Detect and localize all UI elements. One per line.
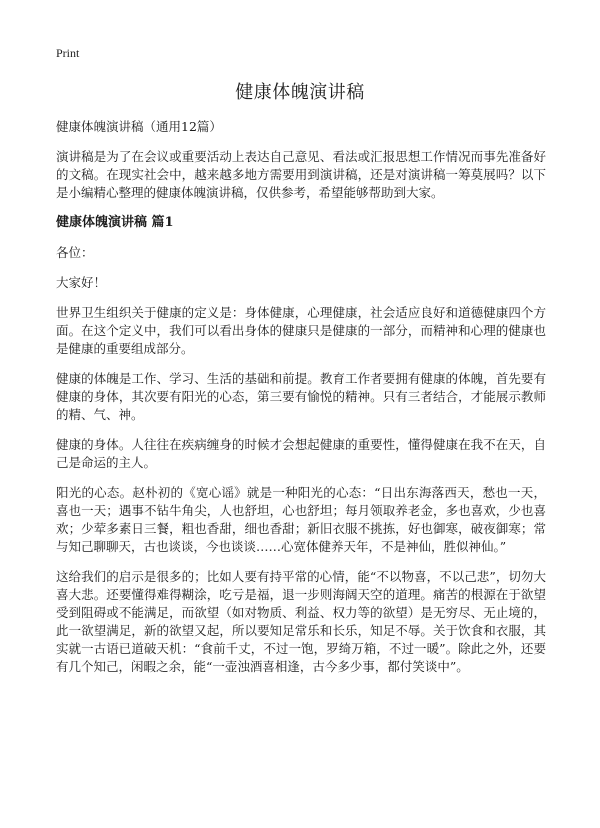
print-label: Print	[56, 46, 80, 60]
document-body	[56, 118, 546, 688]
section-heading: 健康体魄演讲稿 篇1	[56, 215, 174, 230]
body-paragraph: 健康的体魄是工作、学习、生活的基础和前提。教育工作者要拥有健康的体魄，首先要有健康的身体，其次要有阳光的心态，第三要有愉悦的精神。只有三者结合，才能展示教师的精、气、神。	[56, 371, 546, 422]
body-paragraph: 健康的身体。人往往在疾病缠身的时候才会想起健康的重要性，懂得健康在我不在天，自己是命运的主人。	[56, 437, 546, 470]
body-paragraph: 阳光的心态。赵朴初的《宽心谣》就是一种阳光的心态：“日出东海落西天，愁也一天，喜也一天；遇事不钻牛角尖，人也舒坦，心也舒坦；每月领取养老金，多也喜欢，少也喜欢；少荤多素日三餐，粗也香甜，细也香甜；新旧衣服不挑拣，好也御寒，破夜御寒；常与知己聊聊天，古也谈谈，今也谈谈……心宽体健养天年，不是神仙，胜似神仙。”	[56, 485, 546, 554]
salutation: 各位：	[56, 245, 94, 260]
body-paragraph: 这给我们的启示是很多的；比如人要有持平常的心情，能“不以物喜，不以己悲”，切勿大喜大悲。还要懂得难得糊涂，吃亏是福，退一步则海阔天空的道理。痛苦的根源在于欲望受到阻碍或不能满足，而欲望（如对物质、利益、权力等的欲望）是无穷尽、无止境的，此一欲望满足，新的欲望又起，所以要知足常乐和长乐，知足不辱。关于饮食和衣服，其实就一古语已道破天机：“食前千丈，不过一饱，罗绮万箱，不过一暖”。除此之外，还要有几个知己，闲暇之余，能“一壶浊酒喜相逢，古今多少事，都付笑谈中”。	[56, 569, 546, 674]
document-subtitle: 健康体魄演讲稿（通用12篇）	[56, 119, 222, 134]
document-title: 健康体魄演讲稿	[235, 82, 365, 103]
intro-paragraph: 演讲稿是为了在会议或重要活动上表达自己意见、看法或汇报思想工作情况而事先准备好的文稿。在现实社会中，越来越多地方需要用到演讲稿，还是对演讲稿一筹莫展吗？以下是小编精心整理的健康体魄演讲稿，仅供参考，希望能够帮助到大家。	[56, 149, 546, 200]
body-paragraph: 世界卫生组织关于健康的定义是：身体健康，心理健康，社会适应良好和道德健康四个方面。在这个定义中，我们可以看出身体的健康只是健康的一部分，而精神和心理的健康也是健康的重要组成部分。	[56, 305, 546, 356]
greeting: 大家好！	[56, 275, 107, 290]
